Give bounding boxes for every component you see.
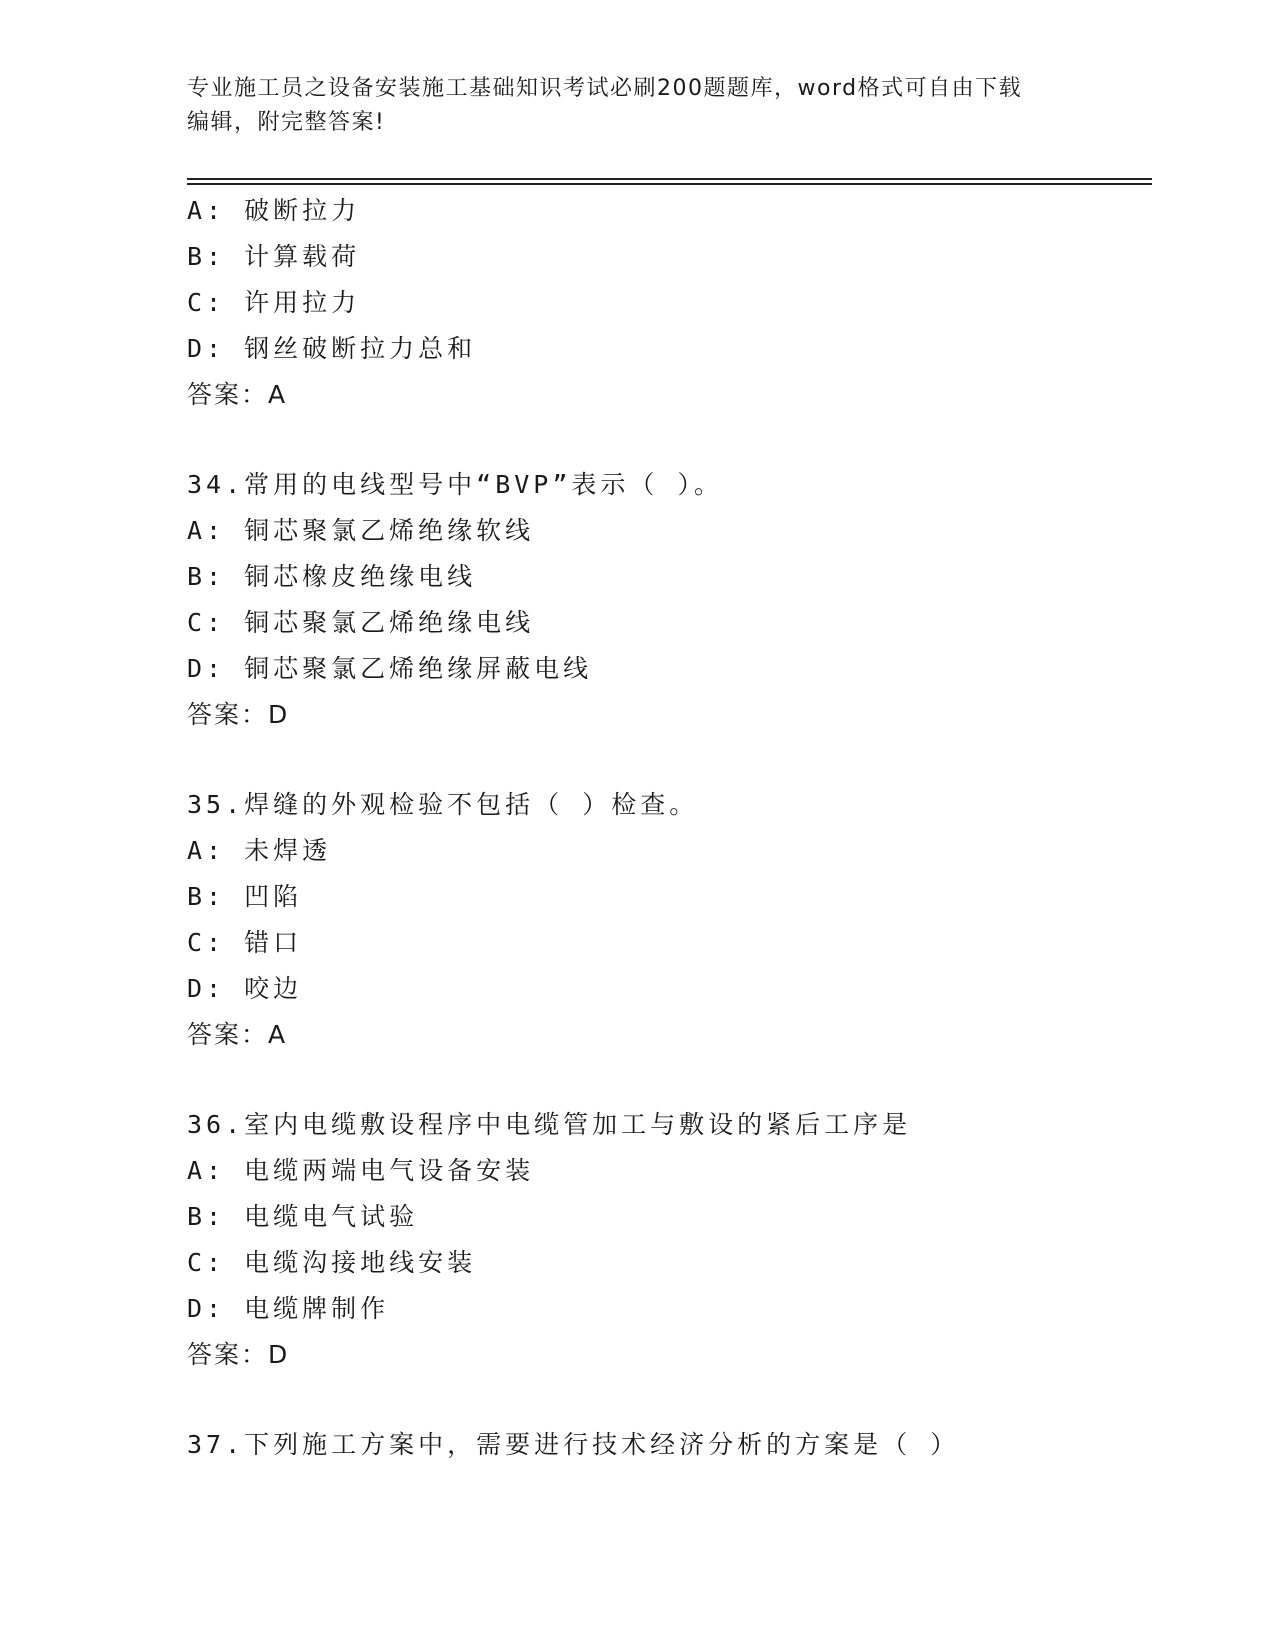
option-a: A: 电缆两端电气设备安装 <box>187 1156 535 1185</box>
option-b: B: 电缆电气试验 <box>187 1202 419 1231</box>
question-text: 34.常用的电线型号中“BVP”表示（ ）。 <box>187 470 723 499</box>
option-a: A: 铜芯聚氯乙烯绝缘软线 <box>187 516 535 545</box>
document-header <box>187 72 1067 140</box>
question-33-block <box>187 188 1147 418</box>
option-b: B: 铜芯橡皮绝缘电线 <box>187 562 477 591</box>
option-a: A: 破断拉力 <box>187 196 361 225</box>
answer-text: 答案：D <box>187 1340 290 1369</box>
header-title-line1: 专业施工员之设备安装施工基础知识考试必刷200题题库，word格式可自由下载 <box>187 76 1023 101</box>
option-d: D: 铜芯聚氯乙烯绝缘屏蔽电线 <box>187 654 593 683</box>
spacer <box>187 1058 1147 1102</box>
header-divider-top <box>187 178 1152 180</box>
option-b: B: 凹陷 <box>187 882 303 911</box>
question-34-block <box>187 462 1147 738</box>
option-c: C: 电缆沟接地线安装 <box>187 1248 477 1277</box>
option-d: D: 钢丝破断拉力总和 <box>187 334 477 363</box>
question-text: 36.室内电缆敷设程序中电缆管加工与敷设的紧后工序是 <box>187 1110 912 1139</box>
question-text: 37.下列施工方案中，需要进行技术经济分析的方案是（ ） <box>187 1430 960 1459</box>
header-title-line2: 编辑，附完整答案! <box>187 110 386 135</box>
option-a: A: 未焊透 <box>187 836 332 865</box>
option-c: C: 错口 <box>187 928 303 957</box>
option-c: C: 许用拉力 <box>187 288 361 317</box>
question-35-block <box>187 782 1147 1058</box>
option-d: D: 电缆牌制作 <box>187 1294 390 1323</box>
spacer <box>187 418 1147 462</box>
header-divider-bottom <box>187 183 1152 185</box>
question-37-block <box>187 1422 1147 1468</box>
option-d: D: 咬边 <box>187 974 303 1003</box>
option-b: B: 计算载荷 <box>187 242 361 271</box>
question-list <box>187 188 1147 1468</box>
spacer <box>187 1378 1147 1422</box>
answer-text: 答案：A <box>187 380 288 409</box>
answer-text: 答案：D <box>187 700 290 729</box>
question-text: 35.焊缝的外观检验不包括（ ）检查。 <box>187 790 699 819</box>
option-c: C: 铜芯聚氯乙烯绝缘电线 <box>187 608 535 637</box>
answer-text: 答案：A <box>187 1020 288 1049</box>
question-36-block <box>187 1102 1147 1378</box>
spacer <box>187 738 1147 782</box>
